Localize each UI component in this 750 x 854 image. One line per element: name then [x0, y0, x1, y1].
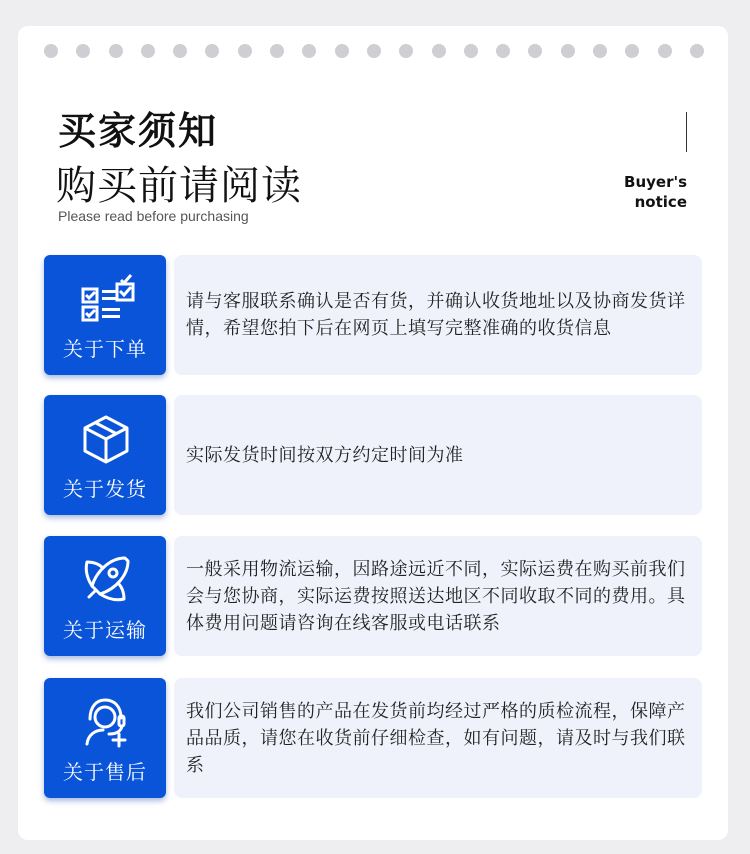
binder-hole: [593, 44, 607, 58]
binder-hole: [302, 44, 316, 58]
section-text: 一般采用物流运输，因路途远近不同，实际运费在购买前我们会与您协商，实际运费按照送达地区不同收取不同的费用。具体费用问题请咨询在线客服或电话联系: [186, 558, 686, 634]
binder-hole: [367, 44, 381, 58]
binder-hole: [399, 44, 413, 58]
section-label: 关于发货: [63, 477, 147, 501]
section-text: 我们公司销售的产品在发货前均经过严格的质检流程，保障产品品质，请您在收货前仔细检查，如有问题，请及时与我们联系: [186, 700, 686, 776]
binder-holes: [44, 44, 704, 60]
binder-hole: [270, 44, 284, 58]
binder-hole: [464, 44, 478, 58]
page-title: 买家须知: [58, 109, 219, 153]
binder-hole: [109, 44, 123, 58]
binder-hole: [561, 44, 575, 58]
binder-hole: [173, 44, 187, 58]
binder-hole: [658, 44, 672, 58]
section-transport: [44, 536, 702, 656]
binder-hole: [205, 44, 219, 58]
binder-hole: [141, 44, 155, 58]
binder-hole: [625, 44, 639, 58]
notice-line-1: Buyer's: [624, 173, 687, 191]
support-user-icon: [75, 692, 137, 750]
section-text: 实际发货时间按双方约定时间为准: [186, 444, 464, 466]
section-badge: [44, 395, 166, 515]
rocket-icon: [75, 550, 137, 608]
section-label: 关于售后: [63, 760, 147, 784]
binder-hole: [528, 44, 542, 58]
binder-hole: [335, 44, 349, 58]
binder-hole: [432, 44, 446, 58]
checklist-icon: [75, 269, 137, 327]
section-badge: [44, 536, 166, 656]
section-after-sales: [44, 678, 702, 798]
section-label: 关于运输: [63, 618, 147, 642]
notice-card: [18, 26, 728, 840]
section-shipping: [44, 395, 702, 515]
section-ordering: [44, 255, 702, 375]
binder-hole: [44, 44, 58, 58]
divider: [686, 112, 687, 152]
section-text: 请与客服联系确认是否有货，并确认收货地址以及协商发货详情，希望您拍下后在网页上填写完整准确的收货信息: [186, 291, 686, 339]
section-panel: [174, 678, 702, 798]
box-icon: [75, 409, 137, 467]
section-panel: [174, 395, 702, 515]
notice-line-2: notice: [634, 193, 687, 211]
section-panel: [174, 536, 702, 656]
section-badge: [44, 678, 166, 798]
binder-hole: [238, 44, 252, 58]
section-label: 关于下单: [63, 337, 147, 361]
buyers-notice-label: [624, 172, 687, 212]
binder-hole: [496, 44, 510, 58]
page-subtitle: 购买前请阅读: [56, 163, 302, 209]
page-subtitle-en: Please read before purchasing: [58, 208, 249, 224]
section-badge: [44, 255, 166, 375]
binder-hole: [690, 44, 704, 58]
binder-hole: [76, 44, 90, 58]
section-panel: [174, 255, 702, 375]
